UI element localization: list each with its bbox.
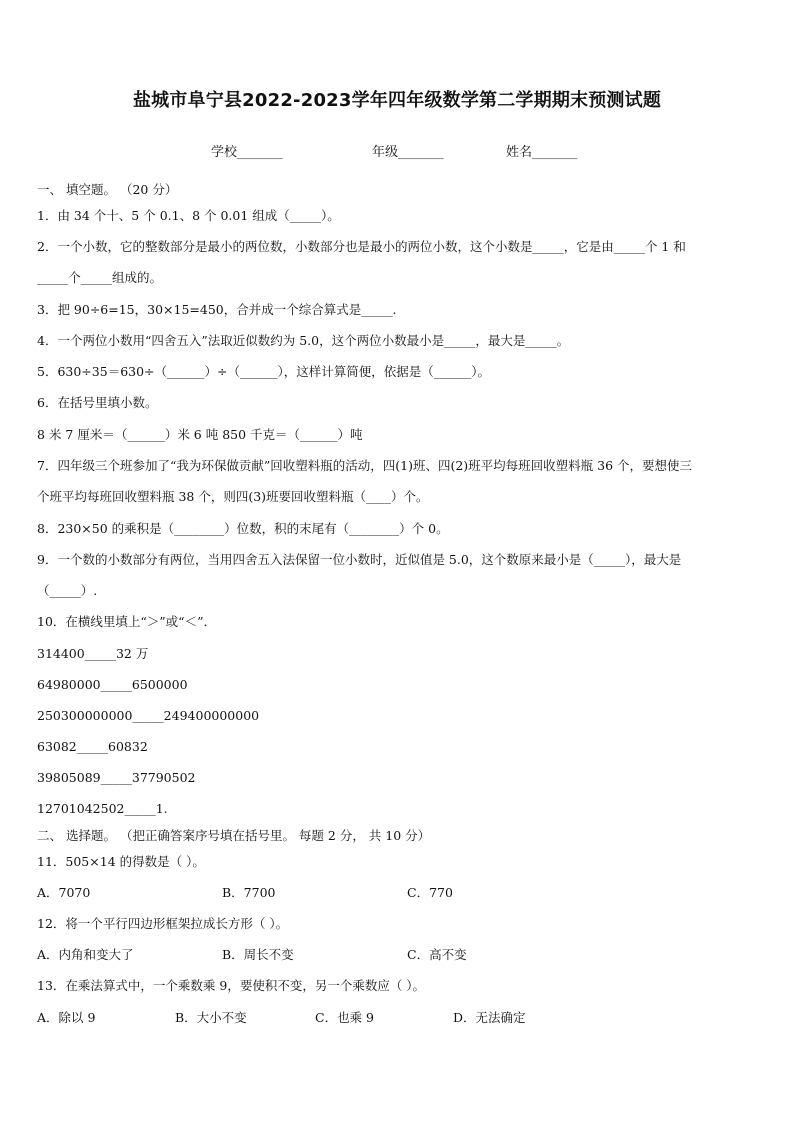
school-field: 学校_______ — [211, 145, 283, 160]
option-d: D．无法确定 — [453, 1010, 526, 1025]
question-line: 7．四年级三个班参加了“我为环保做贡献”回收塑料瓶的活动，四(1)班、四(2)班平均每班回收塑料瓶 36 个，要想使三 — [37, 458, 693, 473]
comparison-line: 39805089_____37790502 — [37, 770, 196, 785]
option-c: C．770 — [407, 885, 453, 900]
question-line: 10．在横线里填上“＞”或“＜”． — [37, 614, 216, 629]
question-line: _____个_____组成的。 — [37, 270, 163, 285]
question-line: 4．一个两位小数用“四舍五入”法取近似数约为 5.0，这个两位小数最小是_____，最大是_____。 — [37, 333, 570, 348]
option-a: A．内角和变大了 — [37, 947, 134, 962]
comparison-line: 63082_____60832 — [37, 739, 148, 754]
question-line: 个班平均每班回收塑料瓶 38 个，则四(3)班要回收塑料瓶（____）个。 — [37, 489, 429, 504]
choice-question-stem: 12．将一个平行四边形框架拉成长方形（ ）。 — [37, 916, 289, 931]
option-a: A．7070 — [37, 885, 91, 900]
option-c: C．也乘 9 — [315, 1010, 374, 1025]
question-line: （_____）. — [37, 583, 98, 598]
section-heading-multiple-choice: 二、 选择题。 （把正确答案序号填在括号里。 每题 2 分， 共 10 分） — [37, 828, 431, 843]
name-field: 姓名_______ — [506, 145, 578, 160]
option-c: C．高不变 — [407, 947, 467, 962]
page-title: 盐城市阜宁县2022-2023学年四年级数学第二学期期末预测试题 — [132, 90, 662, 111]
section-heading-fill-in: 一、 填空题。 （20 分） — [37, 182, 178, 197]
option-b: B．大小不变 — [175, 1010, 247, 1025]
option-b: B．7700 — [222, 885, 276, 900]
comparison-line: 250300000000_____249400000000 — [37, 708, 260, 723]
question-line: 8．230×50 的乘积是（________）位数，积的末尾有（________）个 0。 — [37, 521, 449, 536]
comparison-line: 64980000_____6500000 — [37, 677, 188, 692]
question-line: 6．在括号里填小数。 — [37, 395, 158, 410]
question-line: 8 米 7 厘米＝（______）米 6 吨 850 千克＝（______）吨 — [37, 427, 363, 442]
choice-question-stem: 13．在乘法算式中，一个乘数乘 9，要使积不变，另一个乘数应（ ）。 — [37, 978, 426, 993]
choice-question-stem: 11．505×14 的得数是（ ）。 — [37, 854, 205, 869]
grade-field: 年级_______ — [372, 145, 444, 160]
question-line: 5．630÷35＝630÷（______）÷（______），这样计算简便，依据是（______）。 — [37, 364, 490, 379]
option-a: A．除以 9 — [37, 1010, 96, 1025]
option-b: B．周长不变 — [222, 947, 294, 962]
comparison-line: 314400_____32 万 — [37, 646, 149, 661]
comparison-line: 12701042502_____1. — [37, 801, 168, 816]
question-line: 2．一个小数，它的整数部分是最小的两位数，小数部分也是最小的两位小数，这个小数是_____，它是由_____个 1 和 — [37, 239, 686, 254]
question-line: 9．一个数的小数部分有两位，当用四舍五入法保留一位小数时，近似值是 5.0，这个数原来最小是（_____），最大是 — [37, 552, 682, 567]
question-line: 1．由 34 个十、5 个 0.1、8 个 0.01 组成（_____）。 — [37, 208, 340, 223]
question-line: 3．把 90÷6=15，30×15=450，合并成一个综合算式是_____. — [37, 302, 397, 317]
